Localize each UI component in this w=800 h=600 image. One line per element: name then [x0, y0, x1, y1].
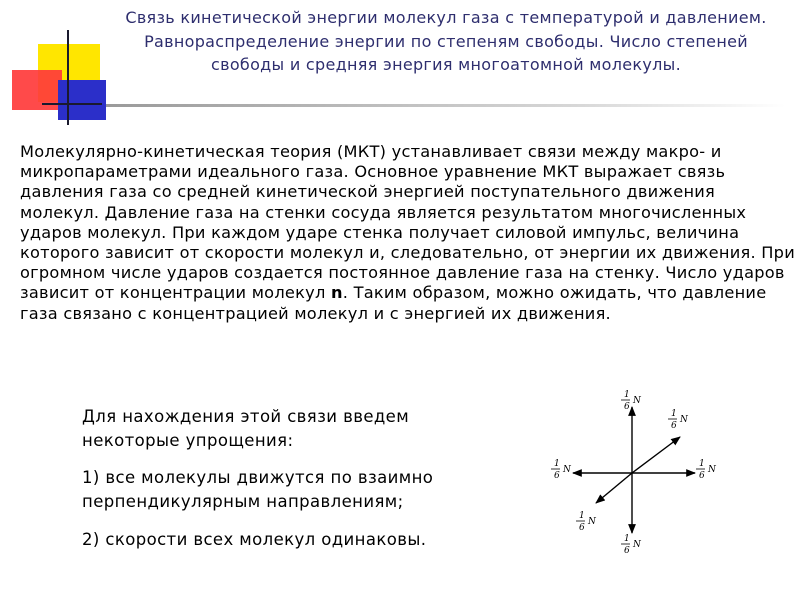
svg-text:1: 1: [554, 459, 560, 469]
concentration-symbol: n: [331, 283, 343, 303]
label-left: [551, 459, 572, 481]
svg-text:N: N: [633, 396, 641, 406]
svg-text:6: 6: [554, 471, 560, 481]
svg-text:6: 6: [671, 421, 677, 431]
decor-vertical-line: [67, 30, 69, 125]
label-right: [696, 459, 717, 481]
svg-text:1: 1: [624, 390, 630, 400]
svg-text:6: 6: [624, 546, 630, 556]
svg-text:N: N: [680, 415, 688, 425]
body-text-part1: Молекулярно-кинетическая теория (МКТ) устанавливает связи между макро- и микропараметрами идеального газа. Основное уравнение МКТ выражает связь давления газа со средней кинетической энергией поступательного движения молекул. Давление газа на стенки сосуда является результатом многочисленных ударов молекул. При каждом ударе стенка получает силовой импульс, величина которого зависит от скорости молекул и, следовательно, от энергии их движения. При огромном числе ударов создается постоянное давление газа на стенку. Число ударов зависит от концентрации молекул: [20, 142, 795, 303]
body-text-part2: . Таким образом, можно ожидать, что давление газа связано с концентрацией молекул и с энергией их движения.: [20, 283, 767, 323]
svg-text:N: N: [633, 540, 641, 550]
svg-text:6: 6: [624, 402, 630, 412]
slide-title: Связь кинетической энергии молекул газа с температурой и давлением. Равнораспределение энергии по степеням свободы. Число степеней свободы и средняя энергия многоатомной молекулы.: [125, 8, 767, 74]
svg-text:N: N: [563, 465, 571, 475]
svg-text:6: 6: [579, 523, 585, 533]
label-up-right: [668, 409, 689, 431]
decor-blue-square: [58, 80, 106, 120]
label-down: [621, 534, 642, 556]
label-down-left: [576, 511, 597, 533]
simplification-item-2: 2) скорости всех молекул одинаковы.: [82, 530, 427, 549]
title-underline: [106, 104, 786, 107]
arrow-down-left: [596, 473, 632, 503]
body-paragraph: [20, 142, 795, 324]
simplification-item-1: 1) все молекулы движутся по взаимно перпендикулярным направлениям;: [82, 468, 434, 511]
svg-text:6: 6: [699, 471, 705, 481]
svg-text:1: 1: [624, 534, 630, 544]
decor-horizontal-line: [42, 103, 102, 105]
svg-text:1: 1: [671, 409, 677, 419]
svg-text:N: N: [588, 517, 596, 527]
svg-text:1: 1: [699, 459, 705, 469]
simplifications-intro: Для нахождения этой связи введем некоторые упрощения:: [82, 407, 410, 450]
svg-text:1: 1: [579, 511, 585, 521]
molecule-directions-diagram: [540, 385, 730, 560]
arrow-up-right: [632, 437, 680, 473]
svg-text:N: N: [708, 465, 716, 475]
